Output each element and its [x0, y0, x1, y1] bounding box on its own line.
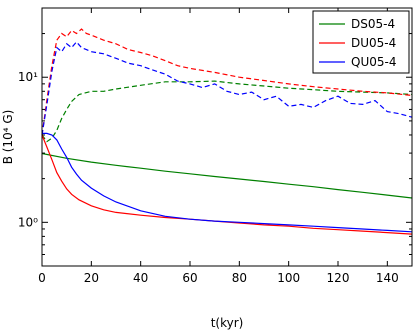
x-tick-label: 40 — [133, 271, 149, 285]
x-tick-label: 100 — [277, 271, 301, 285]
series-line-qu05-4-solid — [42, 133, 412, 231]
legend-label: QU05-4 — [351, 55, 397, 69]
series-line-ds05-4-dashed — [42, 81, 412, 142]
x-tick-label: 120 — [326, 271, 350, 285]
x-tick-label: 20 — [83, 271, 99, 285]
x-tick-label: 0 — [38, 271, 46, 285]
x-tick-label: 60 — [182, 271, 198, 285]
y-axis-label: B (10⁴ G) — [1, 109, 15, 165]
series-line-du05-4-solid — [42, 135, 412, 234]
legend-label: DU05-4 — [351, 36, 397, 50]
y-tick-label: 10¹ — [17, 70, 38, 85]
legend — [313, 11, 409, 73]
x-tick-label: 80 — [231, 271, 247, 285]
x-axis-label: t(kyr) — [210, 316, 244, 330]
legend-label: DS05-4 — [351, 17, 396, 31]
y-tick-label: 10⁰ — [17, 215, 38, 230]
x-tick-label: 140 — [375, 271, 399, 285]
